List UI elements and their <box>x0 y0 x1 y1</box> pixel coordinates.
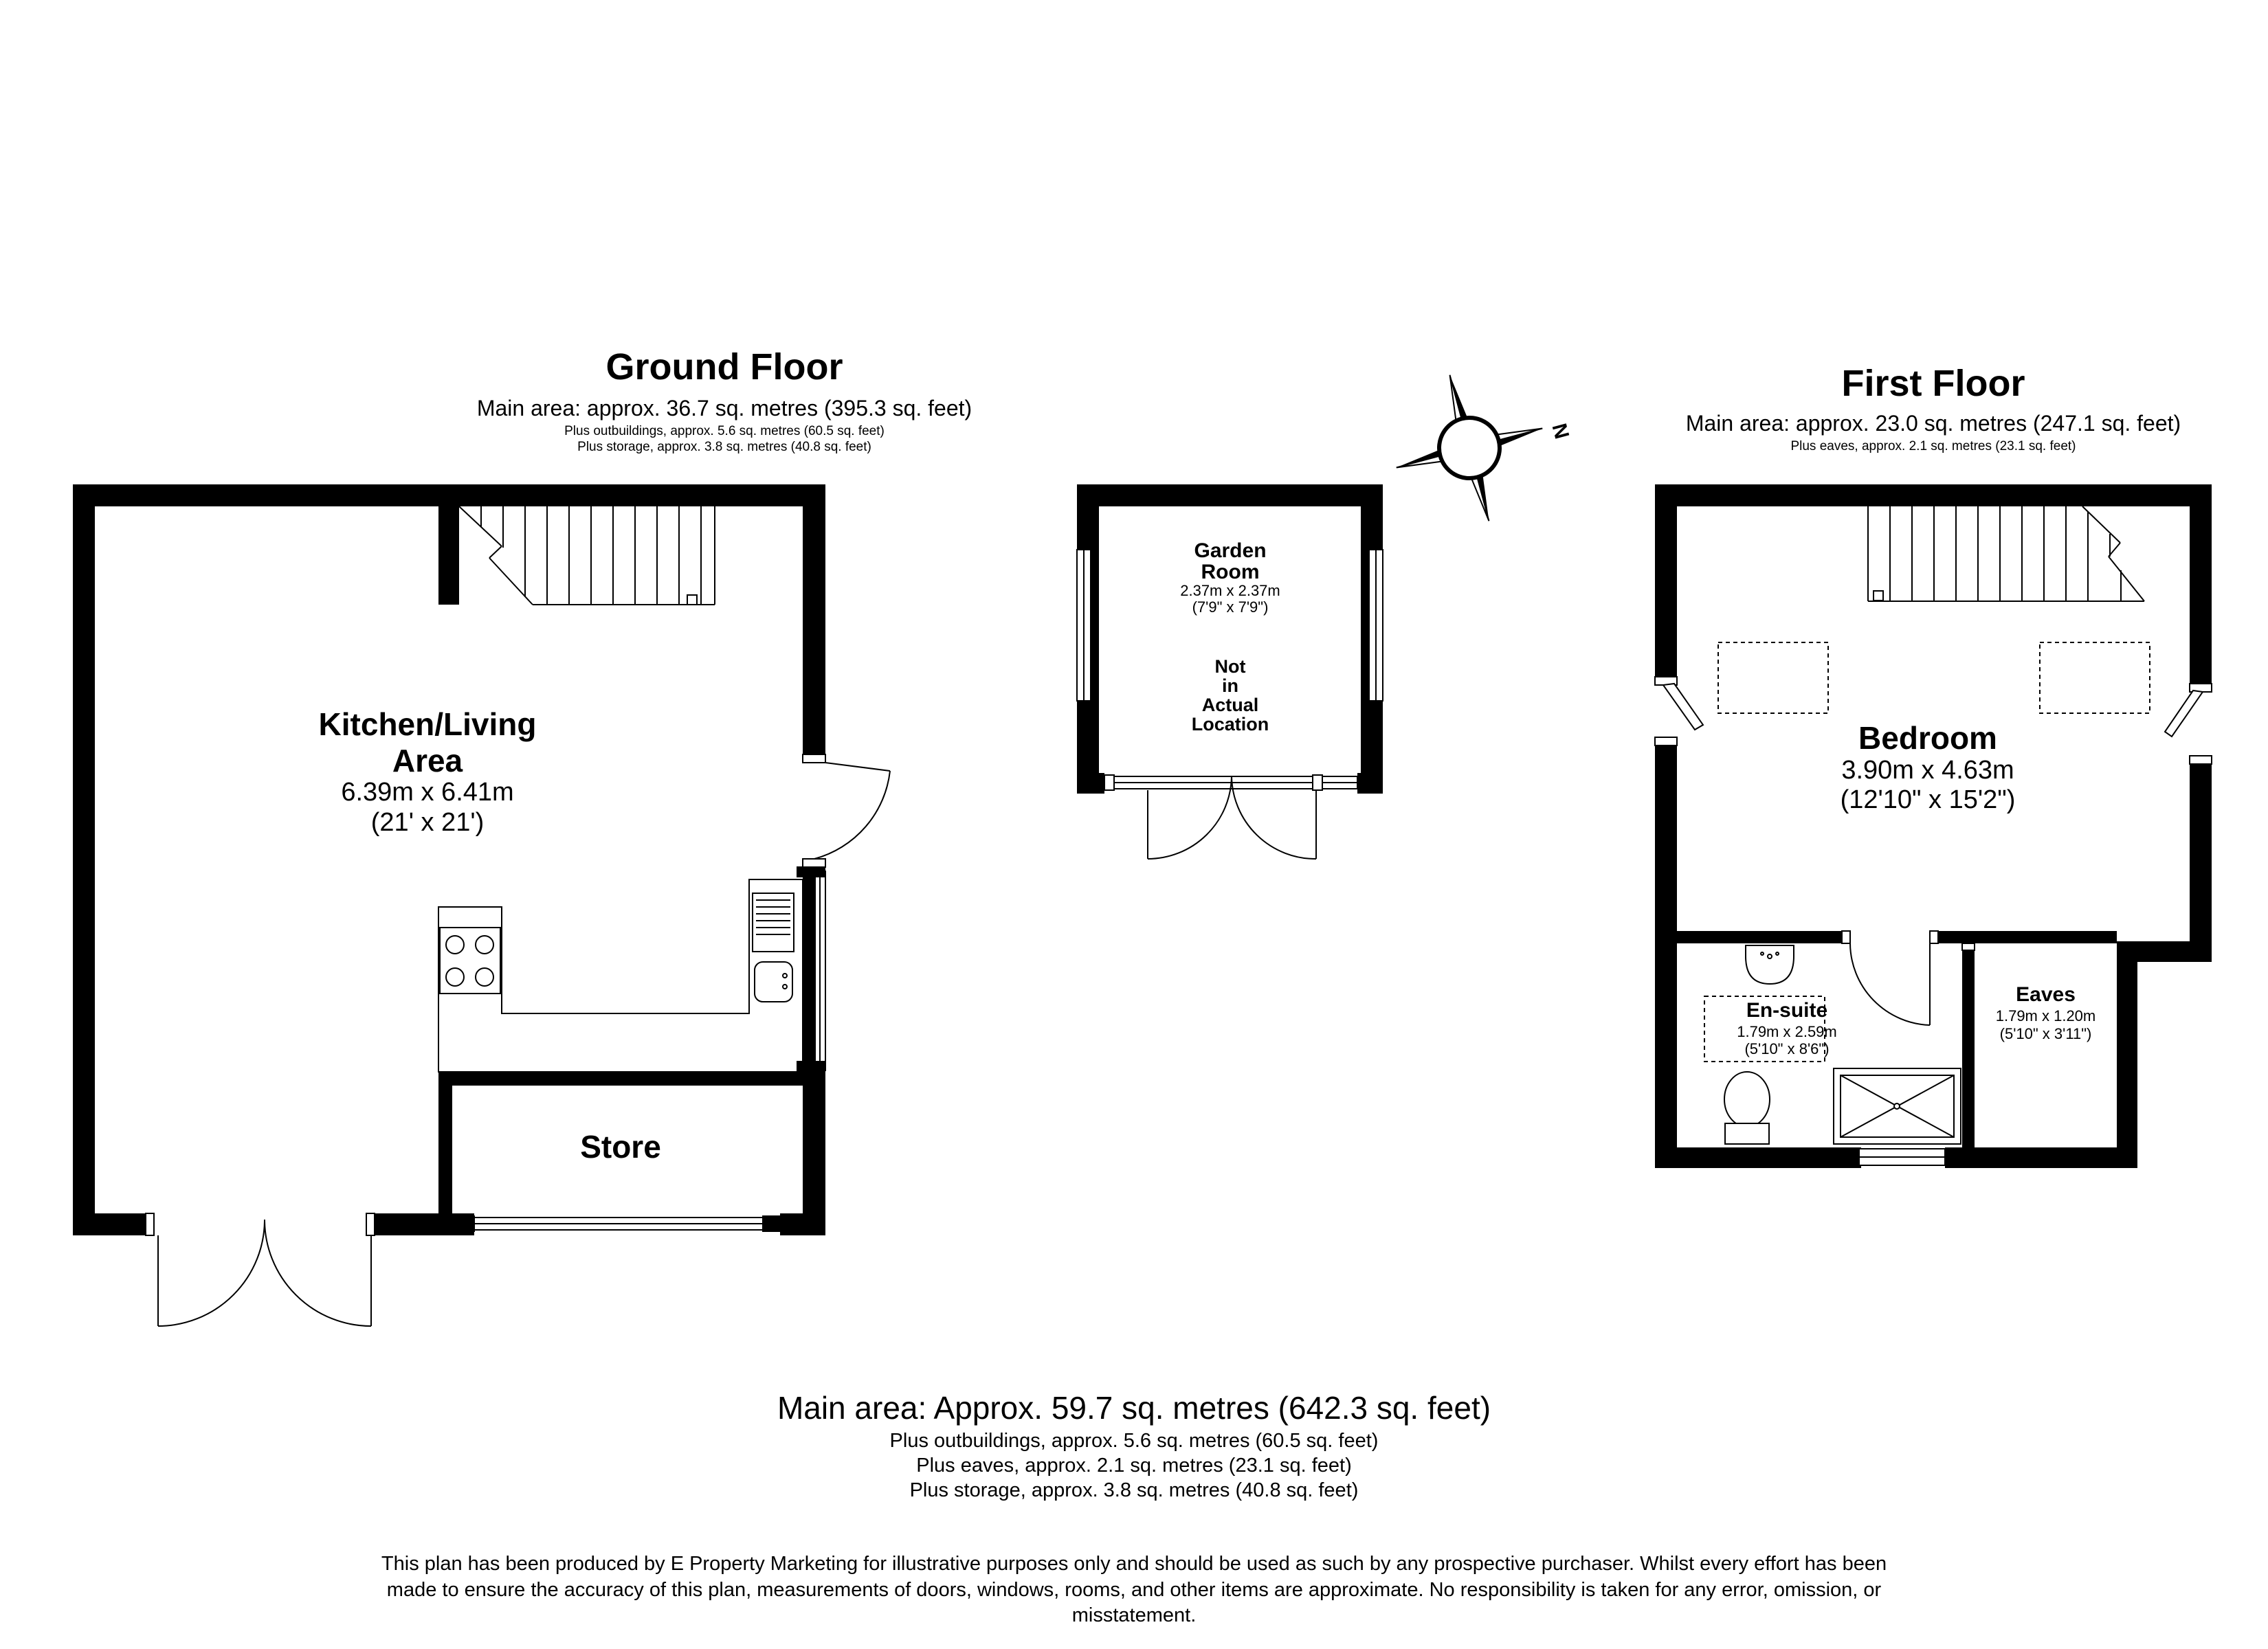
garden-room-wall-top <box>1077 484 1383 506</box>
eaves-metric: 1.79m x 1.20m <box>1995 1007 2096 1024</box>
ground-floor-wall-left <box>73 484 95 1235</box>
first-floor-wall-bottom-left <box>1655 1147 1861 1168</box>
ensuite-wall-top-right <box>1938 931 2117 943</box>
store-wall-top <box>438 1072 803 1086</box>
first-floor-wall-bottom-right <box>1945 1147 2137 1168</box>
bedroom-name: Bedroom <box>1858 720 1997 756</box>
ground-floor-staircase <box>459 506 715 605</box>
skylight-right <box>2040 642 2150 713</box>
first-floor-title: First Floor <box>1841 363 2025 404</box>
first-floor-plan <box>1655 484 2212 1168</box>
first-floor-wall-top <box>1655 484 2212 506</box>
first-floor-wall-left-upper <box>1655 484 1677 677</box>
stair-wall <box>438 506 459 605</box>
garden-room-note-line3: Actual <box>1201 695 1259 715</box>
kitchen-living-name-line1: Kitchen/Living <box>318 706 537 742</box>
ensuite-imperial: (5'10" x 8'6") <box>1744 1040 1830 1057</box>
garden-room-name-line2: Room <box>1201 561 1260 583</box>
first-floor-wall-eaves-right <box>2117 941 2137 1168</box>
summary-outbuildings: Plus outbuildings, approx. 5.6 sq. metres (60.5 sq. feet) <box>889 1430 1379 1452</box>
ensuite-name: En-suite <box>1746 999 1828 1022</box>
ensuite-metric: 1.79m x 2.59m <box>1737 1023 1837 1040</box>
first-floor-wall-right-lower <box>2190 764 2212 941</box>
eaves-divider-wall <box>1962 943 1975 1147</box>
french-doors <box>158 1220 371 1326</box>
ground-floor-wall-right-upper <box>803 484 825 754</box>
ground-floor-storage: Plus storage, approx. 3.8 sq. metres (40.8 sq. feet) <box>577 440 871 454</box>
kitchen-living-metric: 6.39m x 6.41m <box>341 778 514 807</box>
sink-drainer <box>753 893 794 952</box>
compass-icon <box>1377 355 1561 540</box>
garden-room-metric: 2.37m x 2.37m <box>1180 582 1280 599</box>
store-wall-left <box>438 1072 452 1235</box>
first-floor-main-area: Main area: approx. 23.0 sq. metres (247.1 sq. feet) <box>1685 411 2181 436</box>
side-door <box>814 763 890 859</box>
basin <box>1746 945 1794 984</box>
sink <box>755 962 792 1002</box>
ground-floor-plan <box>73 484 890 1326</box>
kitchen-units <box>438 867 825 1072</box>
bedroom-metric: 3.90m x 4.63m <box>1841 756 2014 785</box>
compass-north-label: N <box>1547 420 1573 442</box>
store-name: Store <box>580 1129 661 1165</box>
summary-eaves: Plus eaves, approx. 2.1 sq. metres (23.1 sq. feet) <box>916 1455 1352 1477</box>
kitchen-living-imperial: (21' x 21') <box>370 808 485 837</box>
garden-room-note-line4: Location <box>1191 714 1269 734</box>
first-floor-wall-left-lower <box>1655 745 1677 1168</box>
first-floor-staircase <box>1868 506 2144 601</box>
store-window <box>454 1216 783 1231</box>
ground-floor-wall-bottom-right <box>780 1213 825 1235</box>
first-floor-wall-right-upper <box>2190 484 2212 684</box>
garden-room-wall-bottom-left <box>1077 773 1104 794</box>
garden-room-name-line1: Garden <box>1194 539 1267 562</box>
first-floor-eaves-note: Plus eaves, approx. 2.1 sq. metres (23.1 sq. feet) <box>1790 439 2076 453</box>
kitchen-living-name-line2: Area <box>392 743 463 778</box>
summary-main-area: Main area: Approx. 59.7 sq. metres (642.3 sq. feet) <box>777 1390 1491 1426</box>
bedroom-imperial: (12'10" x 15'2") <box>1840 785 2016 814</box>
ground-floor-outbuildings: Plus outbuildings, approx. 5.6 sq. metres (60.5 sq. feet) <box>564 424 885 438</box>
ensuite-wall-top-left <box>1677 931 1842 943</box>
ground-floor-title: Ground Floor <box>605 346 843 388</box>
garden-room-imperial: (7'9" x 7'9") <box>1192 598 1269 616</box>
ground-floor-wall-bottom-left <box>73 1213 146 1235</box>
summary-storage: Plus storage, approx. 3.8 sq. metres (40.8 sq. feet) <box>909 1479 1359 1501</box>
garden-room-wall-bottom-right <box>1357 773 1383 794</box>
ground-floor-main-area: Main area: approx. 36.7 sq. metres (395.3 sq. feet) <box>476 396 972 420</box>
disclaimer: This plan has been produced by E Property Marketing for illustrative purposes only and should be used as such by any prospective purchaser. Whilst every effort has been made to ensure the accuracy of this plan, measurements of doors, windows, rooms, and other items are approximate. No responsibility is taken for any error, omission, or misstatement. <box>381 1553 1887 1627</box>
garden-room-note-line2: in <box>1222 675 1238 696</box>
skylight-left <box>1718 642 1828 713</box>
eaves-imperial: (5'10" x 3'11") <box>1999 1025 2092 1042</box>
garden-room-note-line1: Not <box>1214 656 1246 677</box>
ground-floor-wall-top <box>73 484 825 506</box>
toilet <box>1724 1072 1770 1127</box>
eaves-name: Eaves <box>2016 983 2076 1006</box>
